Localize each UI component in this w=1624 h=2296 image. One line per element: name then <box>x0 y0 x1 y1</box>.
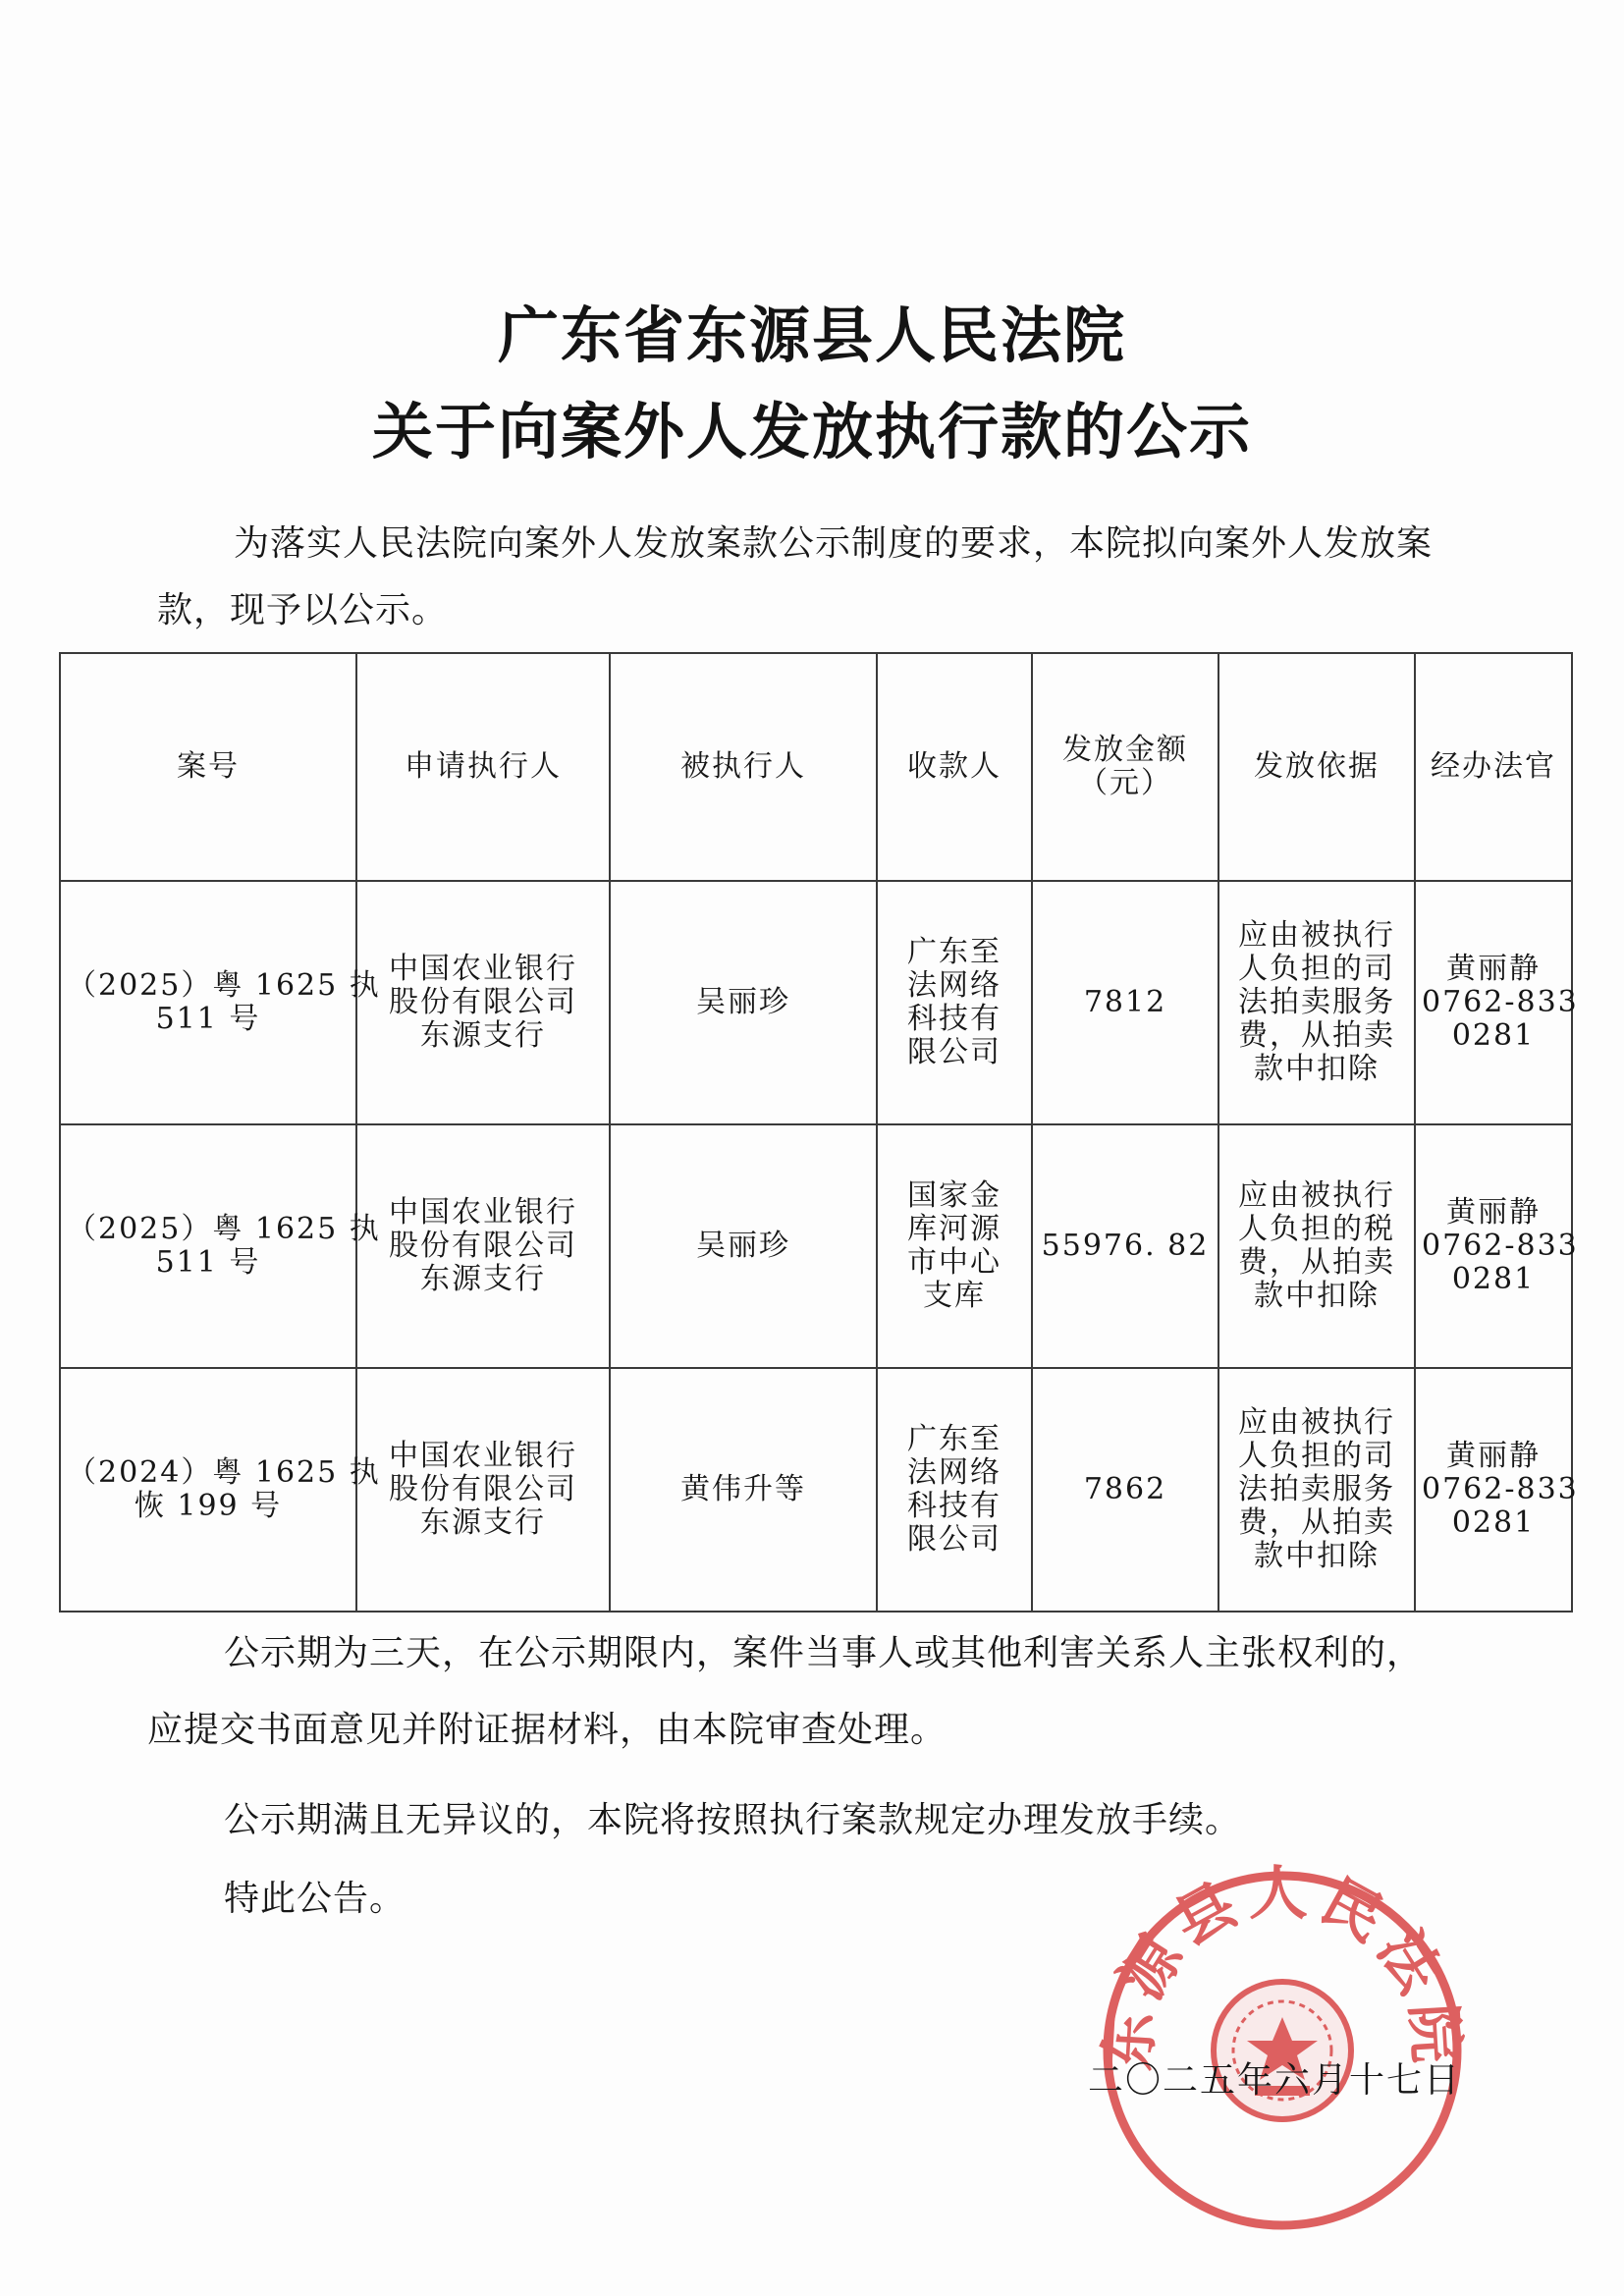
cell-basis <box>1218 1368 1415 1612</box>
judge-line: 0762-833 <box>1422 1472 1579 1506</box>
payment-table <box>59 652 1579 1613</box>
cell-case-no <box>60 1368 381 1612</box>
table-row <box>60 1124 1572 1368</box>
cell-judge <box>1415 1124 1579 1368</box>
document-title: 广东省东源县人民法院 <box>497 300 1126 371</box>
cell-payee <box>877 1124 1032 1368</box>
judge-line: 0762-833 <box>1422 985 1579 1019</box>
basis-line: 费，从拍卖 <box>1238 1505 1395 1540</box>
body-para1-line2: 应提交书面意见并附证据材料，由本院审查处理。 <box>147 1710 947 1750</box>
cell-judge <box>1415 1368 1579 1612</box>
applicant-line: 股份有限公司 <box>389 1472 577 1506</box>
header-respondent: 被执行人 <box>610 653 877 881</box>
cell-case-no <box>60 1124 381 1368</box>
court-seal-stamp <box>1086 1854 1479 2247</box>
payee-line: 支库 <box>923 1279 986 1313</box>
intro-line-1: 为落实人民法院向案外人发放案款公示制度的要求，本院拟向案外人发放案 <box>234 523 1434 564</box>
cell-payee <box>877 881 1032 1124</box>
header-amount-label: 发放金额 <box>1062 733 1188 767</box>
judge-line: 黄丽静 <box>1446 1195 1541 1230</box>
body-para1-line1: 公示期为三天，在公示期限内，案件当事人或其他利害关系人主张权利的， <box>224 1633 1424 1673</box>
basis-line: 人负担的税 <box>1238 1212 1395 1246</box>
cell-respondent: 吴丽珍 <box>610 1124 877 1368</box>
issue-date: 二〇二五年六月十七日 <box>1088 2060 1462 2101</box>
basis-line: 款中扣除 <box>1254 1052 1380 1086</box>
payee-line: 广东至 <box>907 935 1001 969</box>
cell-basis <box>1218 881 1415 1124</box>
cell-respondent: 吴丽珍 <box>610 881 877 1124</box>
cell-amount: 55976. 82 <box>1032 1124 1218 1368</box>
payee-line: 国家金 <box>907 1178 1001 1213</box>
header-applicant: 申请执行人 <box>356 653 610 881</box>
payee-line: 科技有 <box>907 1489 1001 1523</box>
case-no-line: 511 号 <box>155 1245 261 1280</box>
basis-line: 人负担的司 <box>1238 1439 1395 1473</box>
basis-line: 费，从拍卖 <box>1238 1245 1395 1280</box>
applicant-line: 股份有限公司 <box>389 1229 577 1263</box>
cell-respondent: 黄伟升等 <box>610 1368 877 1612</box>
header-case-no: 案号 <box>60 653 356 881</box>
payee-line: 科技有 <box>907 1002 1001 1036</box>
judge-line: 0281 <box>1451 1262 1536 1296</box>
cell-amount: 7812 <box>1032 881 1218 1124</box>
table-header-row <box>60 653 1572 881</box>
document-subtitle: 关于向案外人发放执行款的公示 <box>371 396 1252 467</box>
case-no-line: （2025）粤 1625 执 <box>67 968 381 1003</box>
judge-line: 0281 <box>1451 1505 1536 1540</box>
basis-line: 款中扣除 <box>1254 1539 1380 1573</box>
body-para2: 公示期满且无异议的，本院将按照执行案款规定办理发放手续。 <box>224 1800 1242 1840</box>
cell-applicant <box>356 1124 610 1368</box>
applicant-line: 东源支行 <box>420 1505 546 1540</box>
basis-line: 法拍卖服务 <box>1238 985 1395 1019</box>
header-amount <box>1032 653 1218 881</box>
basis-line: 人负担的司 <box>1238 952 1395 986</box>
applicant-line: 东源支行 <box>420 1262 546 1296</box>
table-row <box>60 1368 1572 1612</box>
case-no-line: 恢 199 号 <box>134 1489 283 1523</box>
judge-line: 黄丽静 <box>1446 952 1541 986</box>
payee-line: 限公司 <box>907 1035 1001 1069</box>
payee-line: 广东至 <box>907 1422 1001 1456</box>
payee-line: 市中心 <box>907 1245 1001 1280</box>
applicant-line: 东源支行 <box>420 1018 546 1053</box>
intro-line-2: 款，现予以公示。 <box>157 590 449 630</box>
applicant-line: 股份有限公司 <box>389 985 577 1019</box>
cell-applicant <box>356 1368 610 1612</box>
basis-line: 应由被执行 <box>1238 1405 1395 1440</box>
judge-line: 0281 <box>1451 1018 1536 1053</box>
cell-judge <box>1415 881 1579 1124</box>
case-no-line: （2025）粤 1625 执 <box>67 1212 381 1246</box>
cell-case-no <box>60 881 381 1124</box>
judge-line: 0762-833 <box>1422 1229 1579 1263</box>
payee-line: 库河源 <box>907 1212 1001 1246</box>
payee-line: 法网络 <box>907 968 1001 1003</box>
cell-payee <box>877 1368 1032 1612</box>
case-no-line: （2024）粤 1625 执 <box>67 1455 381 1490</box>
basis-line: 款中扣除 <box>1254 1279 1380 1313</box>
basis-line: 应由被执行 <box>1238 1178 1395 1213</box>
applicant-line: 中国农业银行 <box>389 1195 577 1230</box>
payee-line: 法网络 <box>907 1455 1001 1490</box>
seal-inscription: 东源县人民法院 <box>1094 1859 1471 2073</box>
basis-line: 应由被执行 <box>1238 918 1395 953</box>
applicant-line: 中国农业银行 <box>389 1439 577 1473</box>
applicant-line: 中国农业银行 <box>389 952 577 986</box>
basis-line: 费，从拍卖 <box>1238 1018 1395 1053</box>
header-judge: 经办法官 <box>1415 653 1572 881</box>
table-row <box>60 881 1572 1124</box>
header-payee: 收款人 <box>877 653 1032 881</box>
payee-line: 限公司 <box>907 1522 1001 1557</box>
cell-amount: 7862 <box>1032 1368 1218 1612</box>
header-basis: 发放依据 <box>1218 653 1415 881</box>
cell-applicant <box>356 881 610 1124</box>
header-amount-unit: （元） <box>1078 766 1172 800</box>
basis-line: 法拍卖服务 <box>1238 1472 1395 1506</box>
cell-basis <box>1218 1124 1415 1368</box>
case-no-line: 511 号 <box>155 1002 261 1036</box>
body-para3: 特此公告。 <box>224 1879 406 1919</box>
judge-line: 黄丽静 <box>1446 1439 1541 1473</box>
